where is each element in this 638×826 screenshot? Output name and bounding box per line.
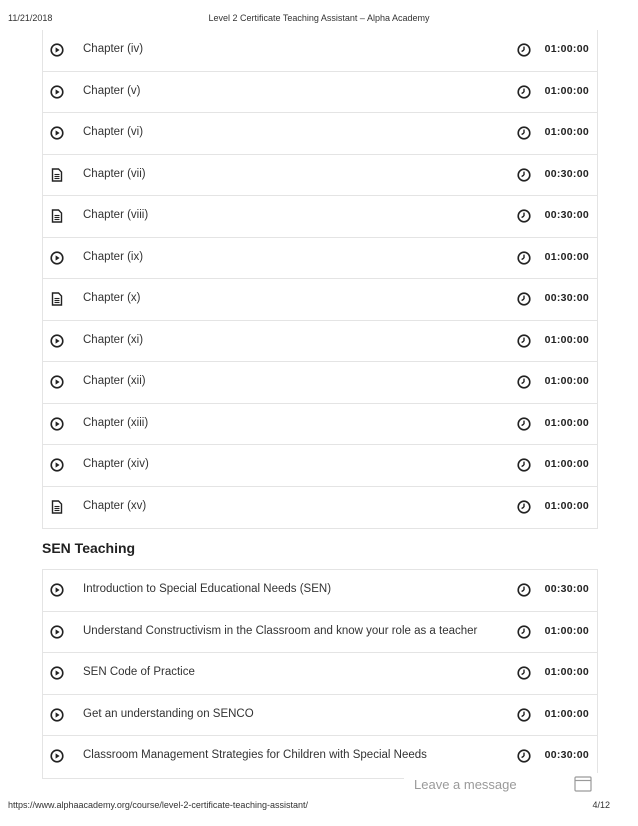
lesson-title[interactable]: Chapter (vii) [83, 167, 146, 180]
lesson-row[interactable] [43, 30, 597, 72]
lesson-title[interactable]: Chapter (xv) [83, 499, 147, 512]
lesson-row[interactable] [43, 72, 597, 114]
lesson-row[interactable] [43, 570, 597, 612]
clock-icon [517, 334, 531, 348]
chat-prompt[interactable]: Leave a message [414, 777, 517, 792]
clock-icon [517, 292, 531, 306]
lesson-title[interactable]: SEN Code of Practice [83, 666, 195, 678]
lesson-duration: 01:00:00 [544, 84, 589, 97]
section-title: SEN Teaching [42, 540, 136, 556]
lesson-title[interactable]: Get an understanding on SENCO [83, 707, 254, 720]
lesson-title[interactable]: Understand Constructivism in the Classroom and know your role as a teacher [83, 624, 478, 637]
lesson-row[interactable] [43, 612, 597, 654]
lesson-row[interactable] [43, 113, 597, 155]
lesson-row[interactable] [43, 404, 597, 446]
clock-icon [517, 749, 531, 763]
clock-icon [517, 625, 531, 639]
sen-curriculum-list [42, 569, 598, 779]
lesson-row[interactable] [43, 196, 597, 238]
lesson-duration: 01:00:00 [544, 624, 589, 637]
print-header [0, 0, 638, 28]
page-url: https://www.alphaacademy.org/course/level-2-certificate-teaching-assistant/ [8, 800, 308, 810]
play-circle-icon [50, 708, 64, 722]
clock-icon [517, 417, 531, 431]
lesson-title[interactable]: Chapter (xiv) [83, 458, 149, 470]
lesson-title[interactable]: Classroom Management Strategies for Children with Special Needs [83, 749, 427, 761]
play-circle-icon [50, 43, 64, 57]
lesson-duration: 00:30:00 [544, 583, 589, 595]
play-circle-icon [50, 375, 64, 389]
lesson-duration: 00:30:00 [544, 209, 589, 221]
play-circle-icon [50, 334, 64, 348]
lesson-duration: 01:00:00 [544, 666, 589, 678]
clock-icon [517, 500, 531, 514]
lesson-row[interactable] [43, 736, 597, 778]
print-date: 11/21/2018 [8, 13, 53, 23]
page-number: 4/12 [592, 800, 610, 810]
clock-icon [517, 168, 531, 182]
clock-icon [517, 666, 531, 680]
lesson-row[interactable] [43, 321, 597, 363]
play-circle-icon [50, 666, 64, 680]
lesson-row[interactable] [43, 487, 597, 529]
lesson-duration: 01:00:00 [544, 250, 589, 263]
clock-icon [517, 583, 531, 597]
lesson-row[interactable] [43, 445, 597, 487]
play-circle-icon [50, 417, 64, 431]
lesson-title[interactable]: Chapter (xi) [83, 333, 144, 346]
lesson-duration: 00:30:00 [544, 749, 589, 761]
play-circle-icon [50, 583, 64, 597]
lesson-title[interactable]: Chapter (x) [83, 292, 141, 304]
lesson-row[interactable] [43, 653, 597, 695]
lesson-title[interactable]: Chapter (viii) [83, 209, 149, 221]
play-circle-icon [50, 749, 64, 763]
play-circle-icon [50, 625, 64, 639]
lesson-row[interactable] [43, 238, 597, 280]
lesson-row[interactable] [43, 279, 597, 321]
lesson-title[interactable]: Chapter (iv) [83, 43, 144, 55]
document-icon [50, 168, 64, 182]
lesson-row[interactable] [43, 695, 597, 737]
lesson-title[interactable]: Chapter (v) [83, 84, 141, 97]
play-circle-icon [50, 85, 64, 99]
document-icon [50, 500, 64, 514]
lesson-duration: 00:30:00 [544, 292, 589, 304]
play-circle-icon [50, 251, 64, 265]
clock-icon [517, 375, 531, 389]
clock-icon [517, 85, 531, 99]
clock-icon [517, 458, 531, 472]
lesson-title[interactable]: Introduction to Special Educational Needs (SEN) [83, 583, 332, 595]
lesson-title[interactable]: Chapter (xiii) [83, 416, 149, 429]
lesson-row[interactable] [43, 362, 597, 404]
clock-icon [517, 209, 531, 223]
clock-icon [517, 126, 531, 140]
lesson-title[interactable]: Chapter (ix) [83, 250, 144, 263]
lesson-duration: 01:00:00 [544, 416, 589, 429]
lesson-row[interactable] [43, 155, 597, 197]
lesson-duration: 01:00:00 [544, 43, 589, 55]
lesson-duration: 01:00:00 [544, 126, 589, 138]
clock-icon [517, 708, 531, 722]
lesson-duration: 01:00:00 [544, 333, 589, 346]
lesson-duration: 01:00:00 [544, 458, 589, 470]
document-icon [50, 292, 64, 306]
document-icon [50, 209, 64, 223]
curriculum-list [42, 30, 598, 529]
play-circle-icon [50, 126, 64, 140]
chat-window-icon[interactable] [574, 776, 592, 792]
play-circle-icon [50, 458, 64, 472]
clock-icon [517, 43, 531, 57]
lesson-duration: 01:00:00 [544, 707, 589, 720]
lesson-title[interactable]: Chapter (vi) [83, 126, 144, 138]
lesson-title[interactable]: Chapter (xii) [83, 375, 146, 387]
document-title: Level 2 Certificate Teaching Assistant – Alpha Academy [208, 13, 430, 23]
lesson-duration: 01:00:00 [544, 375, 589, 387]
chat-widget[interactable] [404, 773, 598, 797]
lesson-duration: 01:00:00 [544, 499, 589, 512]
lesson-duration: 00:30:00 [544, 167, 589, 180]
clock-icon [517, 251, 531, 265]
